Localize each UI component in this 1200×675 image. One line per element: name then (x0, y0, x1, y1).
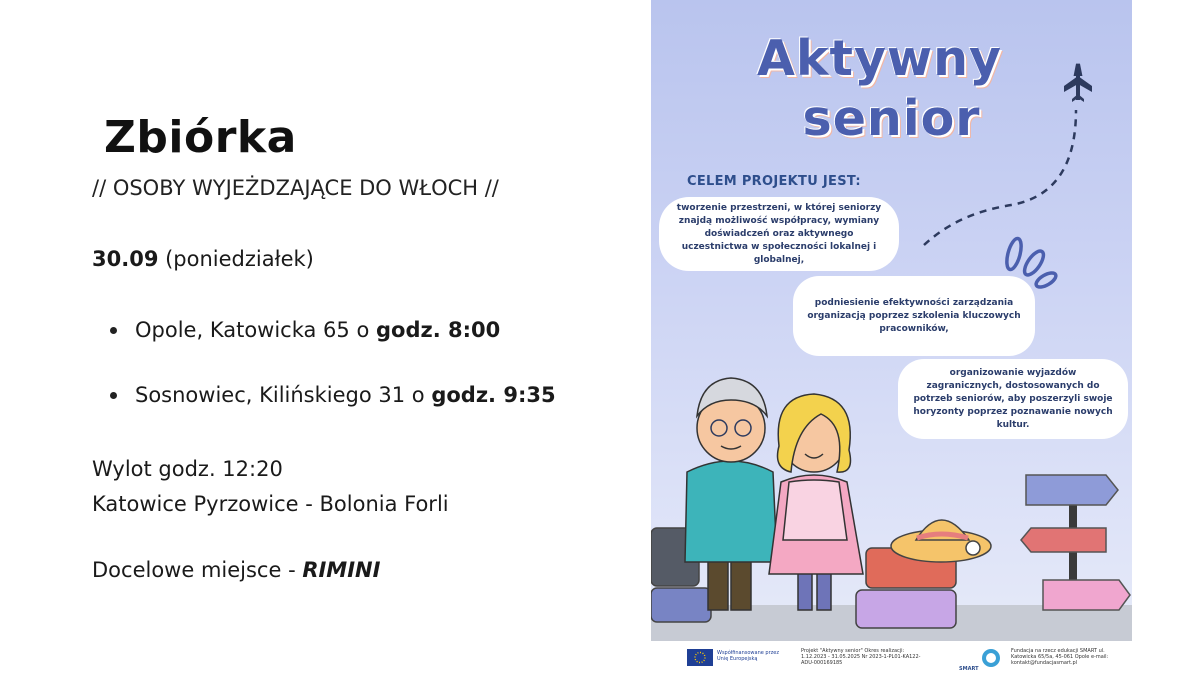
project-info-text: Projekt "Aktywny senior" Okres realizacji: 1.12.2023 - 31.05.2025 Nr 2023-1-PL01-KA122-ADU-000169185 (801, 648, 921, 666)
pickup-list (92, 313, 556, 443)
pickup-address: Opole, Katowicka 65 o (135, 318, 376, 342)
flight-time: Wylot godz. 12:20 (92, 457, 283, 481)
goal-text: podniesienie efektywności zarządzania organizacją poprzez szkolenia kluczowych pracowników, (807, 297, 1021, 334)
flight-info (92, 452, 449, 522)
list-item (92, 313, 556, 378)
weekday: (poniedziałek) (158, 247, 314, 271)
subtitle: // OSOBY WYJEŻDZAJĄCE DO WŁOCH // (92, 176, 499, 200)
poster-title-line1: Aktywny (757, 30, 1002, 87)
smart-logo-text: SMART (959, 666, 979, 672)
pickup-address: Sosnowiec, Kilińskiego 31 o (135, 383, 432, 407)
date-line (92, 247, 314, 271)
project-poster (651, 0, 1132, 675)
list-item (92, 378, 556, 443)
footer-logos (651, 0, 1132, 675)
pickup-time: godz. 8:00 (375, 318, 501, 342)
page-title: Zbiórka (104, 112, 297, 163)
goals-heading: CELEM PROJEKTU JEST: (687, 174, 861, 189)
destination-value: RIMINI (302, 558, 381, 582)
eu-flag-icon (687, 649, 713, 666)
destination-label: Docelowe miejsce - (92, 558, 303, 582)
goal-text: tworzenie przestrzeni, w której seniorzy znajdą możliwość współpracy, wymiany doświadczeń oraz aktywnego uczestnictwa w społeczności lokalnej i globalnej, (676, 202, 882, 265)
goal-text: organizowanie wyjazdów zagranicznych, dostosowanych do potrzeb seniorów, aby poszerzyli swoje horyzonty poprzez poznawanie nowych kultur. (913, 367, 1113, 430)
poster-title-line2: senior (802, 90, 981, 147)
foundation-contact-text: Fundacja na rzecz edukacji SMART ul. Katowicka 65/5a, 45-061 Opole e-mail: kontakt@fundacjasmart.pl (1011, 648, 1109, 666)
smart-logo-icon (982, 649, 1000, 667)
pickup-time: godz. 9:35 (431, 383, 556, 407)
info-column (92, 0, 632, 675)
eu-cofunding-text: Współfinansowane przez Unię Europejską (717, 650, 779, 662)
flight-route: Katowice Pyrzowice - Bolonia Forli (92, 492, 449, 516)
destination (92, 558, 380, 582)
date-value: 30.09 (92, 247, 159, 271)
